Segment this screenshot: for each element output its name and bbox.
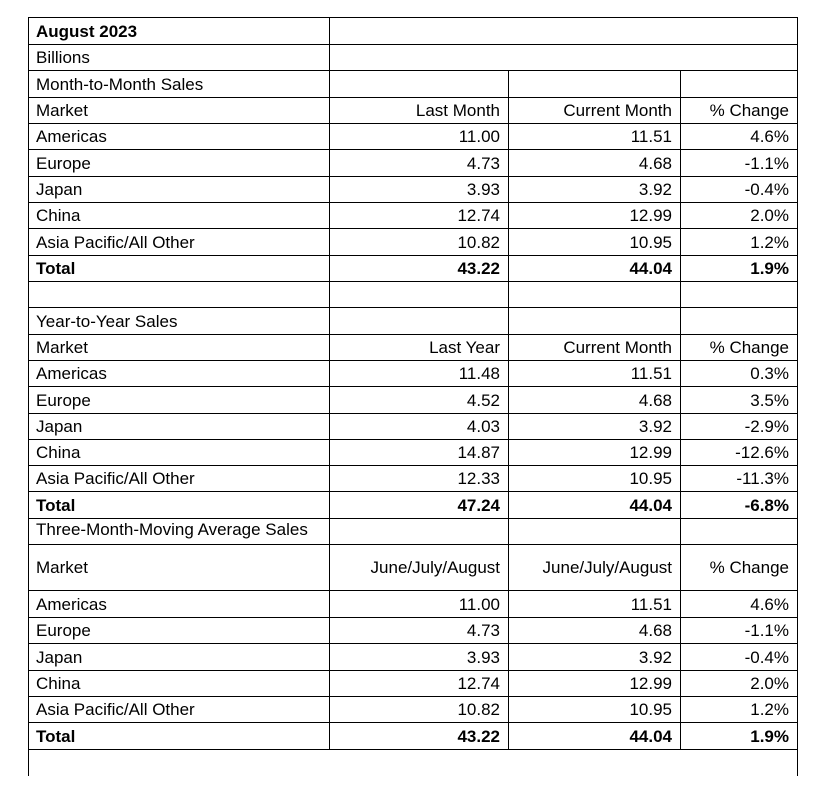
market-name: Europe [36, 391, 91, 410]
table-cell: 3.92 [638, 648, 672, 667]
row-divider [28, 465, 798, 466]
table-cell: 3.92 [638, 180, 672, 199]
column-header: Market [36, 101, 88, 120]
table-cell: 12.99 [629, 674, 672, 693]
row-divider [28, 149, 798, 150]
table-cell: -11.3% [736, 469, 789, 488]
column-header: Current Month [563, 338, 672, 357]
column-divider [680, 70, 681, 282]
table-cell: 11.00 [458, 595, 500, 614]
column-divider [797, 17, 798, 776]
total-cell: 43.22 [457, 727, 500, 746]
row-divider [28, 17, 798, 18]
column-divider [508, 307, 509, 519]
column-divider [329, 281, 330, 308]
table-cell: 3.93 [466, 648, 500, 667]
market-name: Europe [36, 621, 91, 640]
table-cell: 10.95 [629, 700, 672, 719]
total-cell: 1.9% [750, 727, 789, 746]
table-cell: 10.95 [629, 233, 672, 252]
row-divider [28, 386, 798, 387]
column-divider [680, 281, 681, 308]
table-cell: 4.6% [750, 595, 789, 614]
column-header: Last Year [429, 338, 500, 357]
row-divider [28, 643, 798, 644]
row-divider [28, 176, 798, 177]
column-header: Market [36, 558, 88, 577]
column-header: Current Month [563, 101, 672, 120]
table-cell: 2.0% [750, 206, 789, 225]
row-divider [28, 491, 798, 492]
column-divider [329, 70, 330, 282]
column-divider [329, 17, 330, 71]
table-cell: 4.52 [466, 391, 500, 410]
table-cell: 12.99 [629, 443, 672, 462]
table-cell: -1.1% [744, 621, 789, 640]
total-cell: 47.24 [457, 496, 500, 515]
market-name: China [36, 674, 81, 693]
row-divider [28, 97, 798, 98]
total-cell: 43.22 [457, 259, 500, 278]
table-cell: 11.51 [630, 364, 672, 383]
table-cell: 12.74 [457, 674, 500, 693]
column-divider [508, 70, 509, 282]
table-cell: 4.68 [638, 621, 672, 640]
row-divider [28, 439, 798, 440]
table-cell: 12.74 [457, 206, 500, 225]
table-cell: 11.00 [458, 127, 500, 146]
table-cell: 1.2% [750, 233, 789, 252]
table-cell: 4.73 [466, 621, 500, 640]
row-divider [28, 202, 798, 203]
row-divider [28, 334, 798, 335]
total-cell: -6.8% [744, 496, 789, 515]
row-divider [28, 360, 798, 361]
column-header: % Change [709, 338, 789, 357]
table-cell: -1.1% [744, 154, 789, 173]
table-cell: 12.99 [629, 206, 672, 225]
table-cell: 4.6% [750, 127, 789, 146]
row-divider [28, 749, 798, 750]
table-cell: -0.4% [744, 648, 789, 667]
column-divider [329, 307, 330, 519]
market-name: Japan [36, 180, 83, 199]
report-title: August 2023 [36, 22, 138, 41]
total-cell: 44.04 [629, 496, 672, 515]
table-cell: 12.33 [457, 469, 500, 488]
table-cell: 4.03 [466, 417, 500, 436]
market-name: Americas [36, 127, 107, 146]
total-cell: 44.04 [629, 727, 672, 746]
section-heading: Month-to-Month Sales [36, 75, 204, 94]
table-cell: 0.3% [750, 364, 789, 383]
row-divider [28, 670, 798, 671]
total-label: Total [36, 259, 76, 278]
column-header: Market [36, 338, 88, 357]
table-cell: 4.73 [466, 154, 500, 173]
row-divider [28, 413, 798, 414]
column-header: % Change [709, 558, 789, 577]
table-cell: 3.92 [638, 417, 672, 436]
column-divider [508, 518, 509, 750]
table-cell: 10.82 [457, 233, 500, 252]
section-heading: Three-Month-Moving Average Sales [36, 520, 308, 539]
column-divider [329, 518, 330, 750]
table-cell: 4.68 [638, 154, 672, 173]
table-cell: 1.2% [750, 700, 789, 719]
row-divider [28, 44, 798, 45]
row-divider [28, 696, 798, 697]
total-label: Total [36, 496, 76, 515]
table-cell: -12.6% [735, 443, 789, 462]
row-divider [28, 544, 798, 545]
table-cell: 14.87 [457, 443, 500, 462]
table-cell: 4.68 [638, 391, 672, 410]
table-cell: 10.82 [457, 700, 500, 719]
market-name: Americas [36, 364, 107, 383]
row-divider [28, 123, 798, 124]
total-label: Total [36, 727, 76, 746]
row-divider [28, 228, 798, 229]
table-cell: 10.95 [629, 469, 672, 488]
table-cell: -2.9% [744, 417, 789, 436]
column-header: % Change [709, 101, 789, 120]
row-divider [28, 722, 798, 723]
row-divider [28, 281, 798, 282]
market-name: Asia Pacific/All Other [36, 469, 195, 488]
column-header: June/July/August [370, 558, 500, 577]
row-divider [28, 590, 798, 591]
column-divider [680, 518, 681, 750]
table-cell: 3.93 [466, 180, 500, 199]
market-name: China [36, 443, 81, 462]
column-divider [680, 307, 681, 519]
market-name: Japan [36, 417, 83, 436]
total-cell: 44.04 [629, 259, 672, 278]
market-name: Europe [36, 154, 91, 173]
row-divider [28, 255, 798, 256]
unit-label: Billions [36, 48, 90, 67]
total-cell: 1.9% [750, 259, 789, 278]
market-name: Asia Pacific/All Other [36, 233, 195, 252]
column-header: Last Month [415, 101, 500, 120]
section-heading: Year-to-Year Sales [36, 312, 178, 331]
table-cell: -0.4% [744, 180, 789, 199]
row-divider [28, 617, 798, 618]
table-cell: 11.51 [630, 127, 672, 146]
market-name: China [36, 206, 81, 225]
table-cell: 3.5% [750, 391, 789, 410]
column-divider [508, 281, 509, 308]
column-header: June/July/August [542, 558, 672, 577]
table-cell: 11.48 [458, 364, 500, 383]
table-cell: 2.0% [750, 674, 789, 693]
market-name: Japan [36, 648, 83, 667]
table-cell: 11.51 [630, 595, 672, 614]
market-name: Americas [36, 595, 107, 614]
market-name: Asia Pacific/All Other [36, 700, 195, 719]
